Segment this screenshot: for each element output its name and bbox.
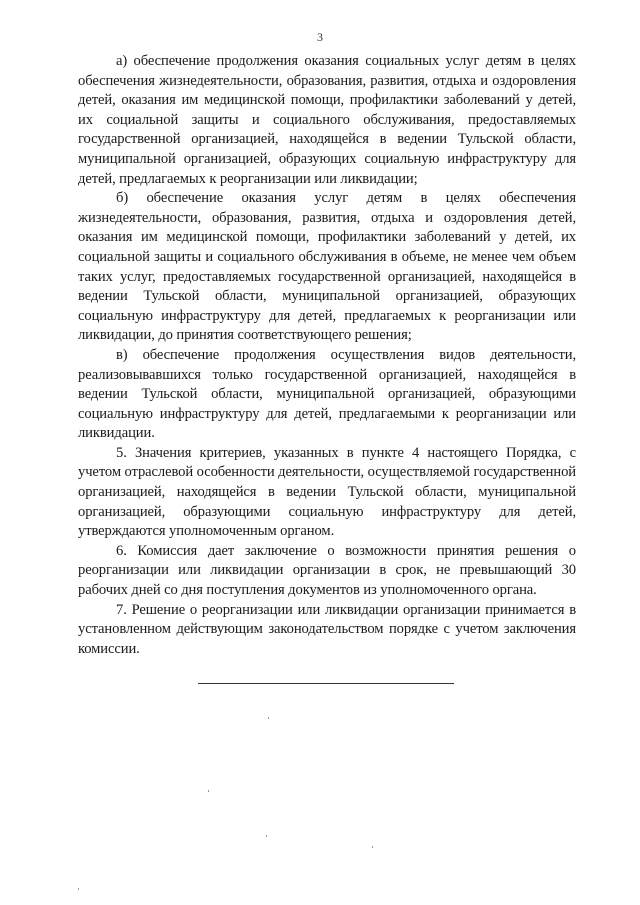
paragraph-7: 7. Решение о реорганизации или ликвидации организации принимается в установленном действующим законодательством порядке с учетом заключения комиссии. <box>78 601 576 657</box>
end-separator-line <box>198 683 454 684</box>
paragraph-b: б) обеспечение оказания услуг детям в целях обеспечения жизнедеятельности, образования, развития, отдыха и оздоровления детей, оказания им медицинской помощи, профилактики заболеваний у детей, их социальной защиты и социального обслуживания в объеме, не менее чем объем таких услуг, предоставляемых государственной организацией, находящейся в ведении Тульской области, муниципальной организацией, образующих социальную инфраструктуру для детей, предлагаемых к реорганизации или ликвидации, до принятия соответствующего решения; <box>78 190 576 344</box>
paragraph-v: в) обеспечение продолжения осуществления видов деятельности, реализовывавшихся только государственной организацией, находящейся в ведении Тульской области, муниципальной организацией, образующими социальную инфраструктуру для детей, предлагаемыми к реорганизации или ликвидации. <box>78 346 576 442</box>
scan-speck <box>268 717 269 719</box>
paragraph-5: 5. Значения критериев, указанных в пункте 4 настоящего Порядка, с учетом отраслевой особенности деятельности, осуществляемой государственной организацией, находящейся в ведении Тульской области, муниципальной организацией, образующими социальную инфраструктуру для детей, утверждаются уполномоченным органом. <box>78 444 576 540</box>
paragraph-6: 6. Комиссия дает заключение о возможности принятия решения о реорганизации или ликвидации организации в срок, не превышающий 30 рабочих дней со дня поступления документов из уполномоченного органа. <box>78 542 576 599</box>
document-body <box>78 52 576 659</box>
paragraph-a: а) обеспечение продолжения оказания социальных услуг детям в целях обеспечения жизнедеятельности, образования, развития, отдыха и оздоровления детей, оказания им медицинской помощи, профилактики заболеваний у детей, их социальной защиты и социального обслуживания, предоставляемых государственной организацией, находящейся в ведении Тульской области, муниципальной организацией, образующих социальную инфраструктуру для детей, предлагаемых к реорганизации или ликвидации; <box>78 53 576 187</box>
scan-speck <box>208 790 209 792</box>
page-number: 3 <box>317 30 323 44</box>
scan-speck <box>266 835 267 837</box>
scan-speck <box>78 888 79 890</box>
scan-speck <box>372 846 373 848</box>
